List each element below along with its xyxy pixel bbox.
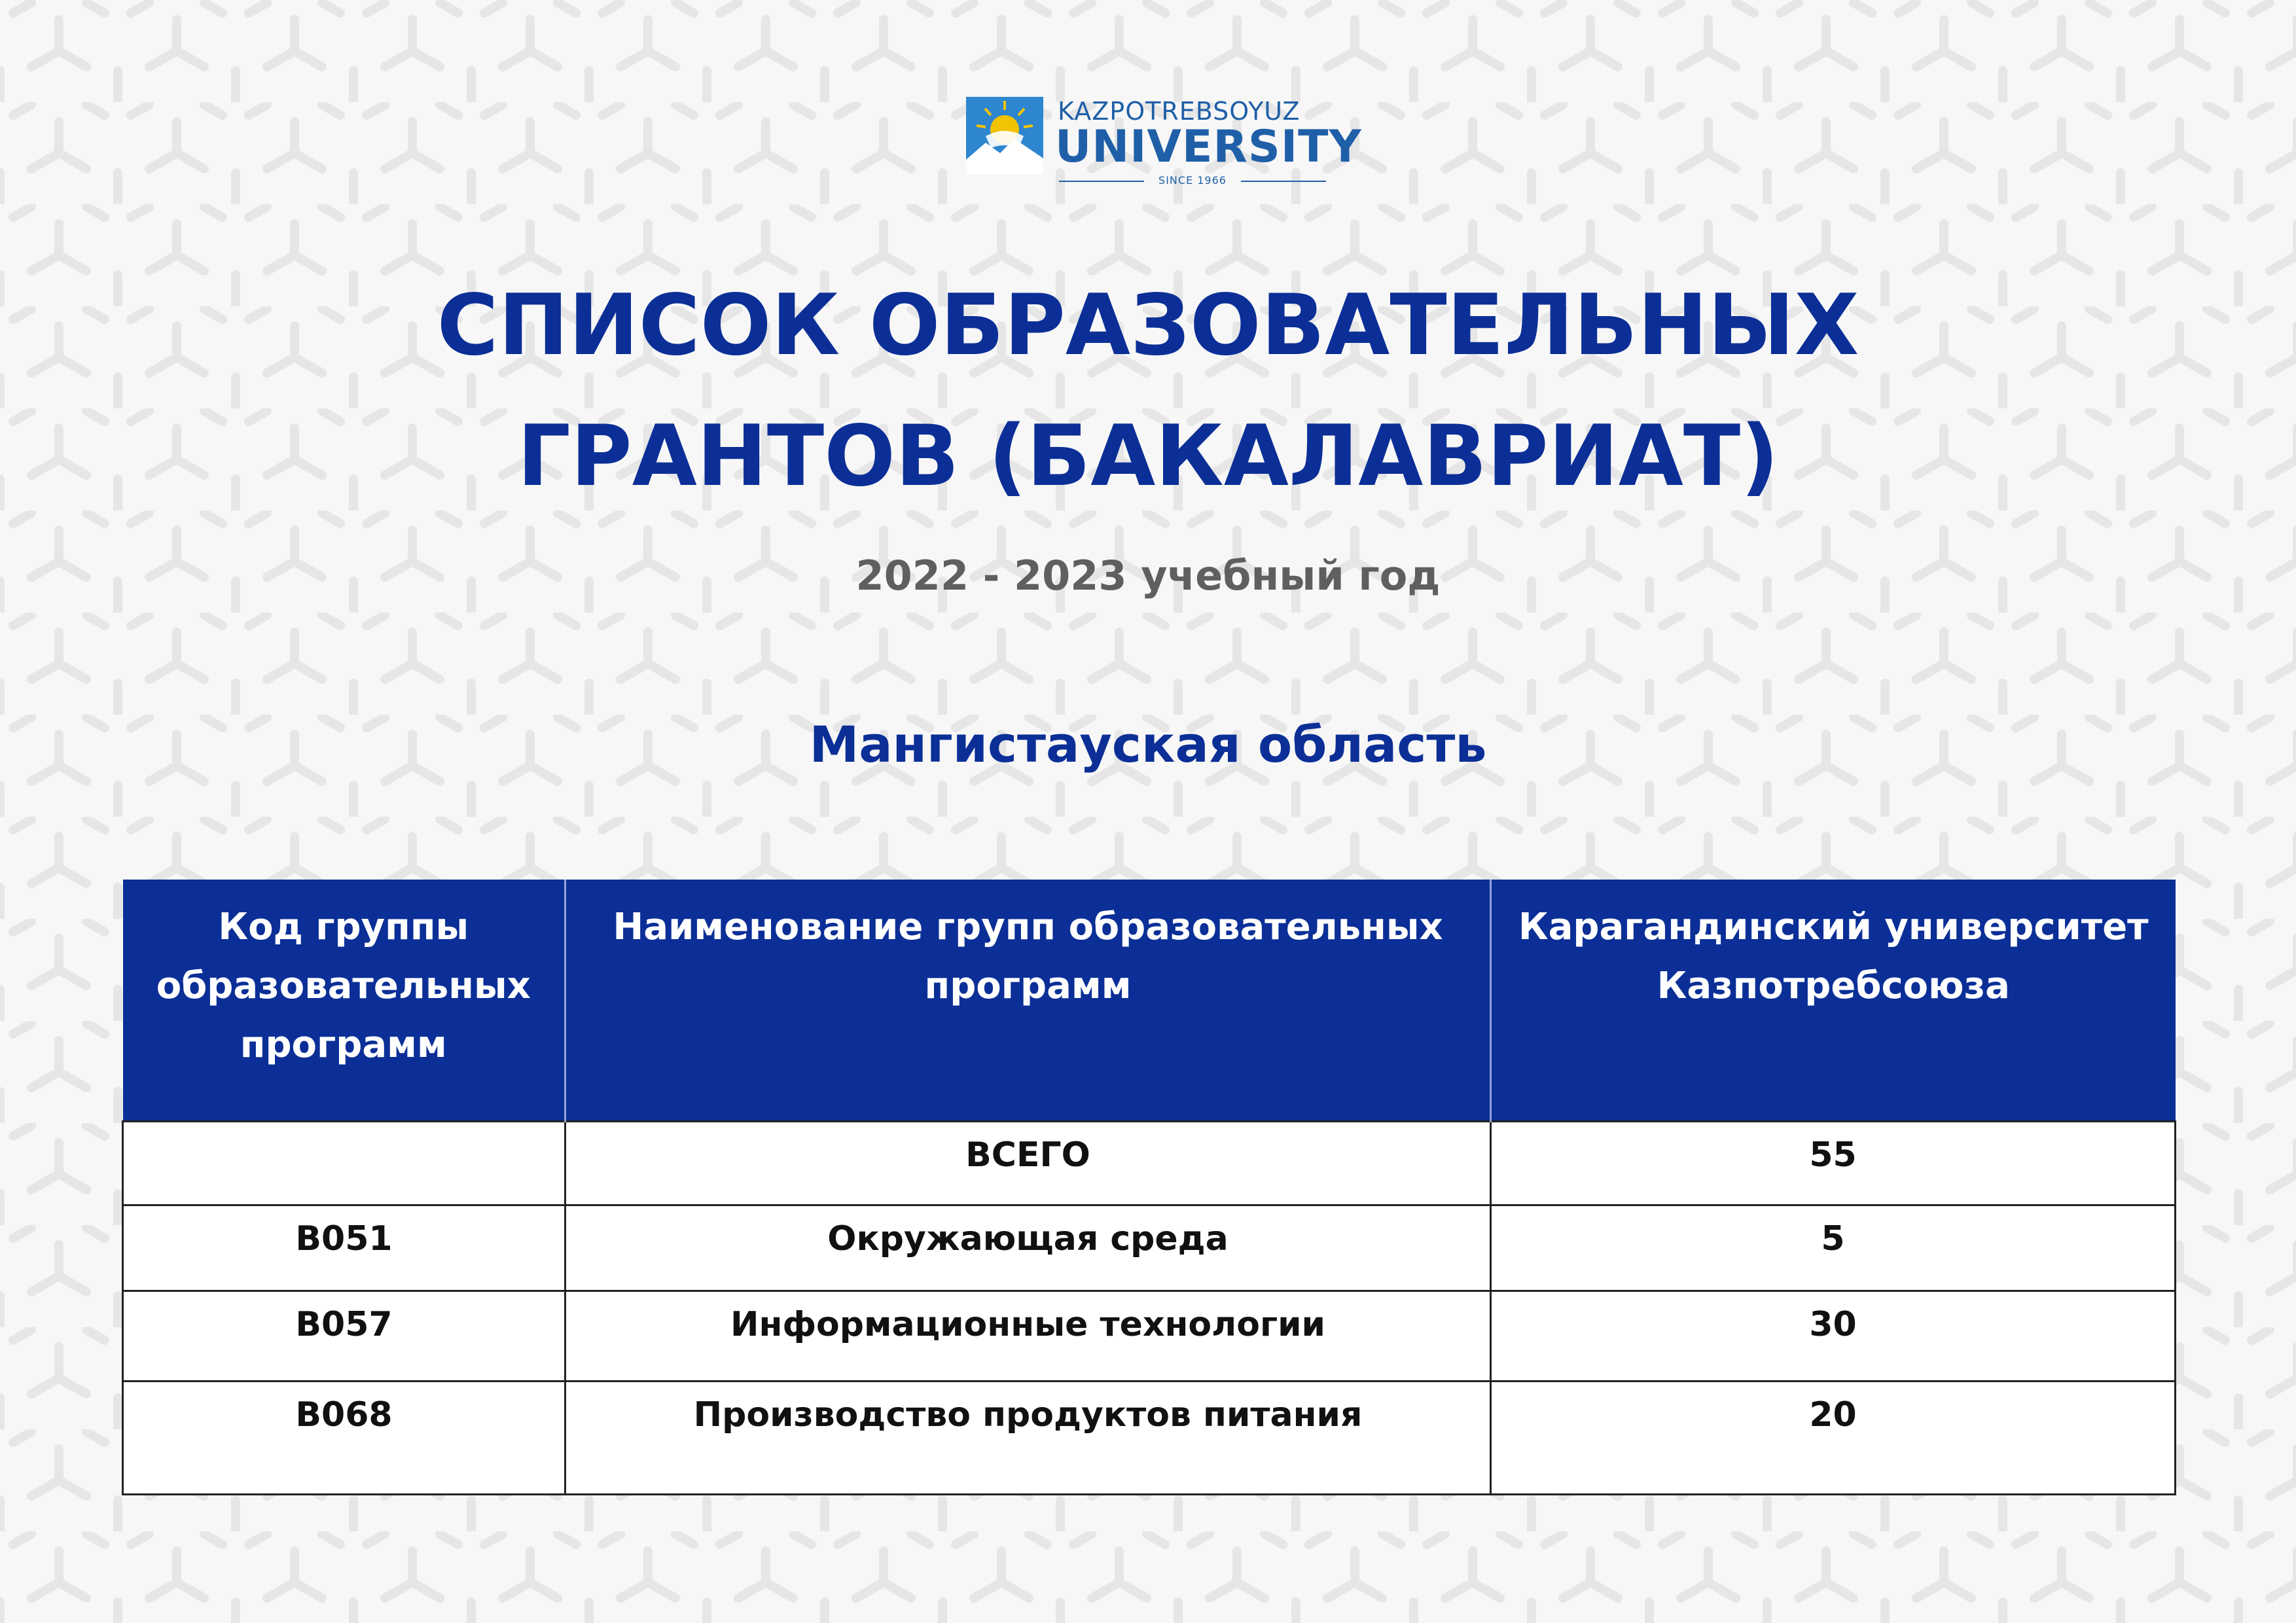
header-name: Наименование групп образовательных программ [565, 880, 1491, 1122]
cell-code: B057 [123, 1291, 565, 1382]
cell-name: Производство продуктов питания [565, 1382, 1491, 1495]
logo-divider [1241, 181, 1326, 182]
logo-since [1059, 174, 1326, 187]
university-logo [966, 97, 1362, 187]
table-row [123, 1382, 2176, 1495]
cell-name: Информационные технологии [565, 1291, 1491, 1382]
logo-since-text: SINCE 1966 [1158, 174, 1227, 187]
header-university: Карагандинский университет Казпотребсоюза [1491, 880, 2176, 1122]
page-title-line-2: ГРАНТОВ (БАКАЛАВРИАТ) [517, 408, 1779, 505]
academic-year: 2022 - 2023 учебный год [855, 552, 1441, 599]
header-code: Код группы образовательных программ [123, 880, 565, 1122]
grants-table [122, 880, 2176, 1495]
cell-code [123, 1122, 565, 1205]
cell-name: Окружающая среда [565, 1205, 1491, 1291]
cell-name: ВСЕГО [565, 1122, 1491, 1205]
logo-top-text: KAZPOTREBSOYUZ [1058, 97, 1300, 126]
table-row-total [123, 1122, 2176, 1205]
region-title: Мангистауская область [809, 715, 1487, 774]
logo-main-text: UNIVERSITY [1055, 121, 1362, 173]
page-title-line-1: СПИСОК ОБРАЗОВАТЕЛЬНЫХ [437, 277, 1859, 374]
table-row [123, 1291, 2176, 1382]
cell-value: 20 [1491, 1382, 2176, 1495]
table-row [123, 1205, 2176, 1291]
table-header-row [123, 880, 2176, 1122]
cell-value: 30 [1491, 1291, 2176, 1382]
emblem-icon [966, 97, 1043, 174]
page-title [0, 260, 2296, 522]
cell-value: 55 [1491, 1122, 2176, 1205]
cell-code: B068 [123, 1382, 565, 1495]
cell-code: B051 [123, 1205, 565, 1291]
cell-value: 5 [1491, 1205, 2176, 1291]
